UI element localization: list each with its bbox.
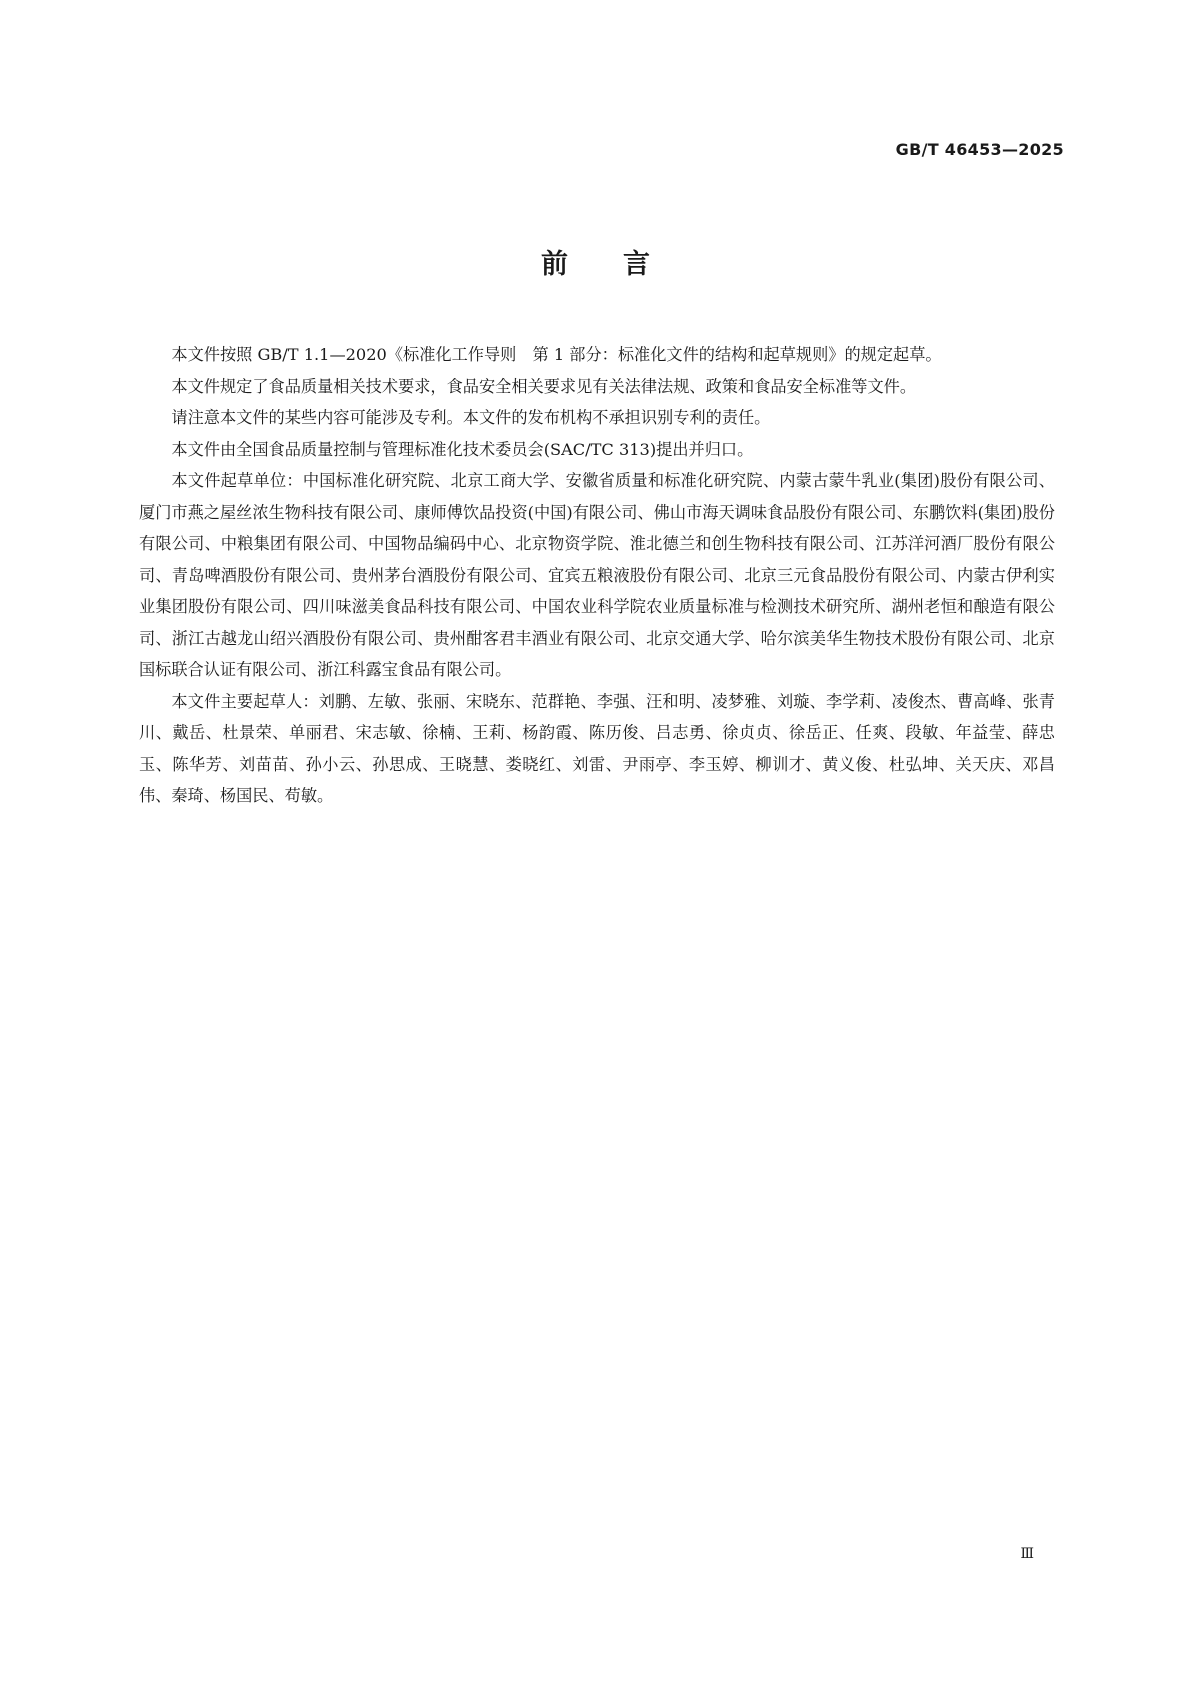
paragraph-patent-notice: 请注意本文件的某些内容可能涉及专利。本文件的发布机构不承担识别专利的责任。 (171, 408, 771, 427)
paragraph-drafting-rules: 本文件按照 GB/T 1.1—2020《标准化工作导则 第 1 部分：标准化文件的结构和起草规则》的规定起草。 (171, 345, 942, 364)
paragraph-drafters: 本文件主要起草人：刘鹏、左敏、张丽、宋晓东、范群艳、李强、汪和明、凌梦雅、刘璇、李学莉、凌俊杰、曹高峰、张青川、戴岳、杜景荣、单丽君、宋志敏、徐楠、王莉、杨韵霞、陈历俊、吕志勇、徐贞贞、徐岳正、任爽、段敏、年益莹、薛忠玉、陈华芳、刘苗苗、孙小云、孙思成、王晓慧、娄晓红、刘雷、尹雨亭、李玉婷、柳训才、黄义俊、杜弘坤、关天庆、邓昌伟、秦琦、杨国民、苟敏。 (139, 691, 1055, 805)
paragraph-drafting-units: 本文件起草单位：中国标准化研究院、北京工商大学、安徽省质量和标准化研究院、内蒙古蒙牛乳业(集团)股份有限公司、厦门市燕之屋丝浓生物科技有限公司、康师傅饮品投资(中国)有限公司、佛山市海天调味食品股份有限公司、东鹏饮料(集团)股份有限公司、中粮集团有限公司、中国物品编码中心、北京物资学院、淮北德兰和创生物科技有限公司、江苏洋河酒厂股份有限公司、青岛啤酒股份有限公司、贵州茅台酒股份有限公司、宜宾五粮液股份有限公司、北京三元食品股份有限公司、内蒙古伊利实业集团股份有限公司、四川味滋美食品科技有限公司、中国农业科学院农业质量标准与检测技术研究所、湖州老恒和酿造有限公司、浙江古越龙山绍兴酒股份有限公司、贵州酣客君丰酒业有限公司、北京交通大学、哈尔滨美华生物技术股份有限公司、北京国标联合认证有限公司、浙江科露宝食品有限公司。 (139, 471, 1055, 679)
page-number: Ⅲ (1020, 1546, 1034, 1562)
foreword-body (139, 339, 1055, 812)
paragraph-proposer: 本文件由全国食品质量控制与管理标准化技术委员会(SAC/TC 313)提出并归口。 (171, 439, 754, 459)
page-title: 前言 (541, 249, 705, 280)
standard-number: GB/T 46453—2025 (895, 140, 1064, 159)
paragraph-scope: 本文件规定了食品质量相关技术要求，食品安全相关要求见有关法律法规、政策和食品安全标准等文件。 (171, 376, 917, 396)
